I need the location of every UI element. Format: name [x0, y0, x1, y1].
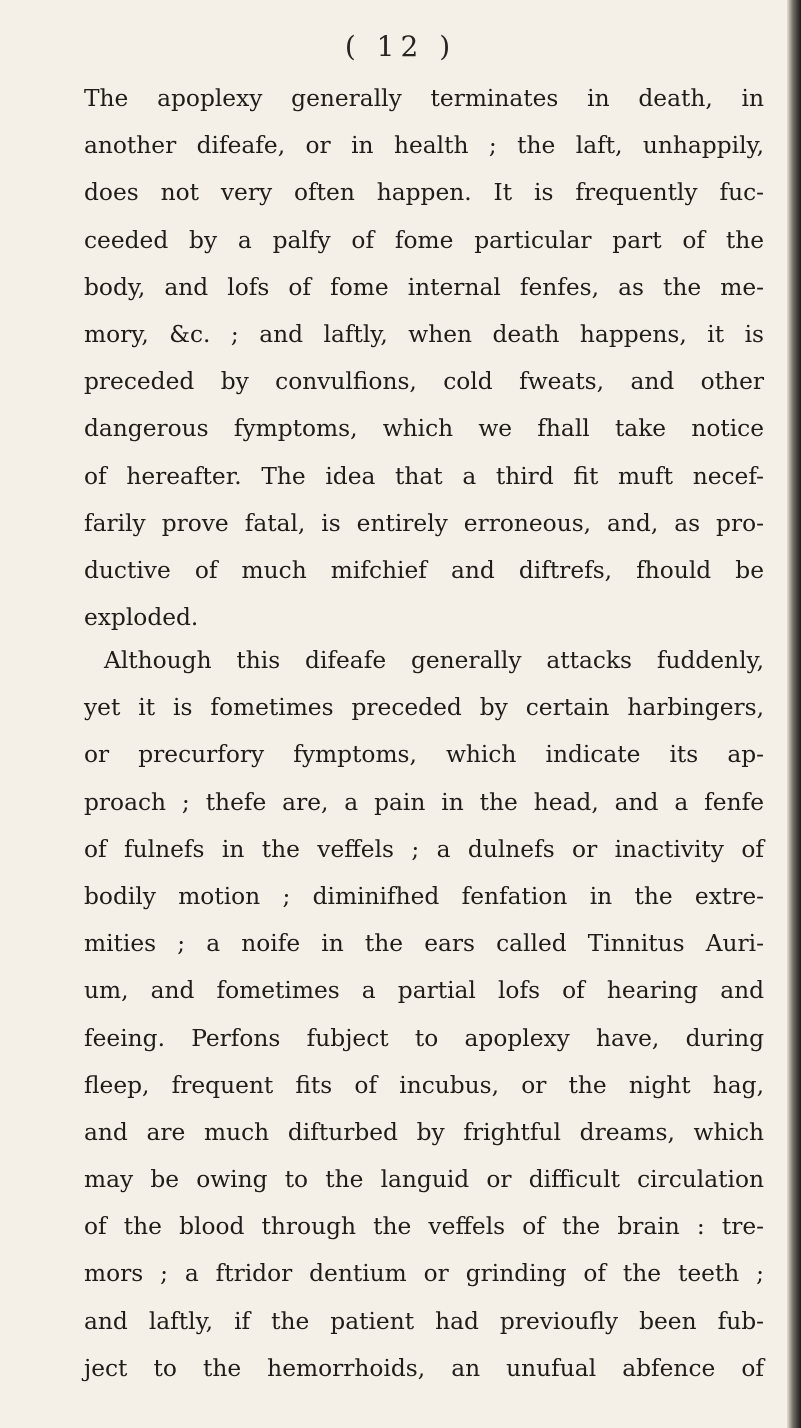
text-line: ceeded by a palfy of fome particular part of the	[84, 226, 764, 254]
text-line: proach ; thefe are, a pain in the head, and a fenfe	[84, 788, 764, 816]
text-line: dangerous fymptoms, which we fhall take notice	[84, 415, 764, 443]
text-line: farily prove fatal, is entirely erroneous, and, as pro-	[84, 509, 764, 537]
text-line: of the blood through the veffels of the brain : tre-	[84, 1213, 764, 1241]
text-line: yet it is fometimes preceded by certain harbingers,	[84, 694, 764, 722]
text-line: Although this difeafe generally attacks fuddenly,	[104, 647, 764, 674]
text-line: and laftly, if the patient had previoufly been fub-	[84, 1307, 764, 1335]
page-edge-shadow	[787, 0, 801, 1428]
text-line: or precurfory fymptoms, which indicate its ap-	[84, 741, 764, 769]
text-line: bodily motion ; diminifhed fenfation in the extre-	[84, 882, 764, 910]
text-line: exploded.	[84, 604, 199, 632]
text-line: ject to the hemorrhoids, an unufual abfence of	[84, 1354, 764, 1382]
text-line: of fulnefs in the veffels ; a dulnefs or inactivity of	[84, 835, 764, 863]
page-number: ( 12 )	[344, 30, 457, 63]
text-line: feeing. Perfons fubject to apoplexy have, during	[84, 1024, 764, 1052]
text-line: body, and lofs of fome internal fenfes, as the me-	[84, 273, 764, 301]
text-line: The apoplexy generally terminates in death, in	[84, 85, 764, 112]
text-line: and are much difturbed by frightful dreams, which	[84, 1118, 764, 1146]
text-line: of hereafter. The idea that a third fit muft necef-	[84, 462, 764, 490]
text-line: mors ; a ftridor dentium or grinding of the teeth ;	[84, 1260, 764, 1288]
text-line: preceded by convulfions, cold fweats, and other	[84, 368, 764, 396]
paragraph-2	[84, 637, 764, 1392]
text-line: um, and fometimes a partial lofs of hearing and	[84, 977, 764, 1005]
text-line: fleep, frequent fits of incubus, or the night hag,	[84, 1071, 764, 1099]
text-line: may be owing to the languid or difficult circulation	[84, 1166, 764, 1194]
text-line: mory, &c. ; and laftly, when death happens, it is	[84, 320, 764, 348]
text-line: another difeafe, or in health ; the laft, unhappily,	[84, 132, 764, 160]
text-line: does not very often happen. It is frequently fuc-	[84, 179, 764, 207]
paragraph-1	[84, 75, 764, 641]
text-line: mities ; a noife in the ears called Tinnitus Auri-	[84, 930, 764, 958]
text-line: ductive of much mifchief and diftrefs, fhould be	[84, 556, 764, 584]
